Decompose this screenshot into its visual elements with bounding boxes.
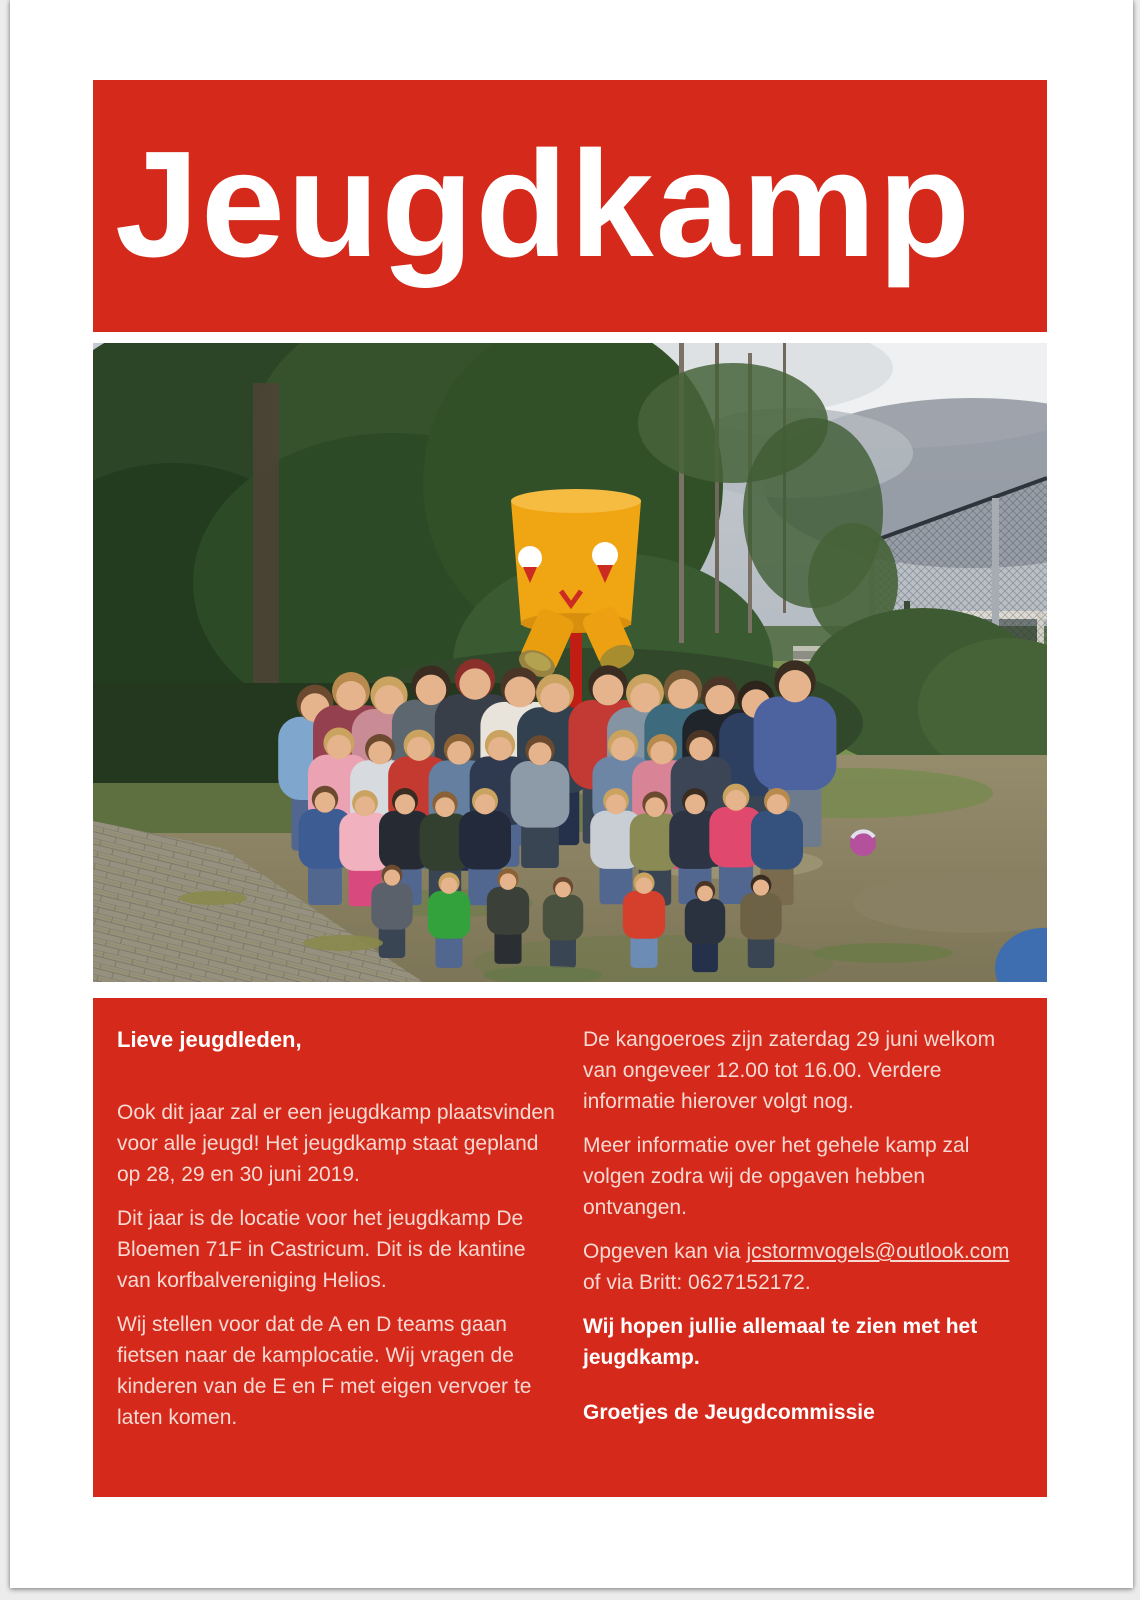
group-photo-illustration bbox=[93, 343, 1047, 982]
paragraph-signup bbox=[583, 1236, 1023, 1298]
greeting: Lieve jeugdleden, bbox=[117, 1027, 302, 1052]
right-column bbox=[583, 1024, 1023, 1471]
flyer-content bbox=[93, 80, 1047, 1497]
paragraph-location: Dit jaar is de locatie voor het jeugdkamp De Bloemen 71F in Castricum. Dit is de kantine van korfbalvereniging Helios. bbox=[117, 1207, 526, 1292]
paragraph-camp-dates: Ook dit jaar zal er een jeugdkamp plaatsvinden voor alle jeugd! Het jeugdkamp staat gepland op 28, 29 en 30 juni 2019. bbox=[117, 1101, 555, 1186]
email-link[interactable]: jcstormvogels@outlook.com bbox=[746, 1240, 1010, 1263]
flyer-page bbox=[10, 0, 1133, 1588]
signup-prefix: Opgeven kan via bbox=[583, 1240, 747, 1263]
paragraph-transport: Wij stellen voor dat de A en D teams gaan fietsen naar de kamplocatie. Wij vragen de kinderen van de E en F met eigen vervoer te laten komen. bbox=[117, 1313, 532, 1429]
paragraph-more-info: Meer informatie over het gehele kamp zal volgen zodra wij de opgaven hebben ontvangen. bbox=[583, 1134, 970, 1219]
paragraph-kangoeroes: De kangoeroes zijn zaterdag 29 juni welkom van ongeveer 12.00 tot 16.00. Verdere informatie hierover volgt nog. bbox=[583, 1028, 996, 1113]
flyer-title: Jeugdkamp bbox=[115, 118, 973, 288]
left-column bbox=[117, 1024, 557, 1471]
info-section bbox=[93, 998, 1047, 1497]
closing-message: Wij hopen jullie allemaal te zien met het jeugdkamp. bbox=[583, 1315, 978, 1369]
title-banner bbox=[93, 80, 1047, 332]
signup-suffix: of via Britt: 0627152172. bbox=[583, 1271, 811, 1294]
ball bbox=[850, 830, 876, 856]
signature: Groetjes de Jeugdcommissie bbox=[583, 1401, 875, 1424]
group-photo bbox=[93, 343, 1047, 982]
